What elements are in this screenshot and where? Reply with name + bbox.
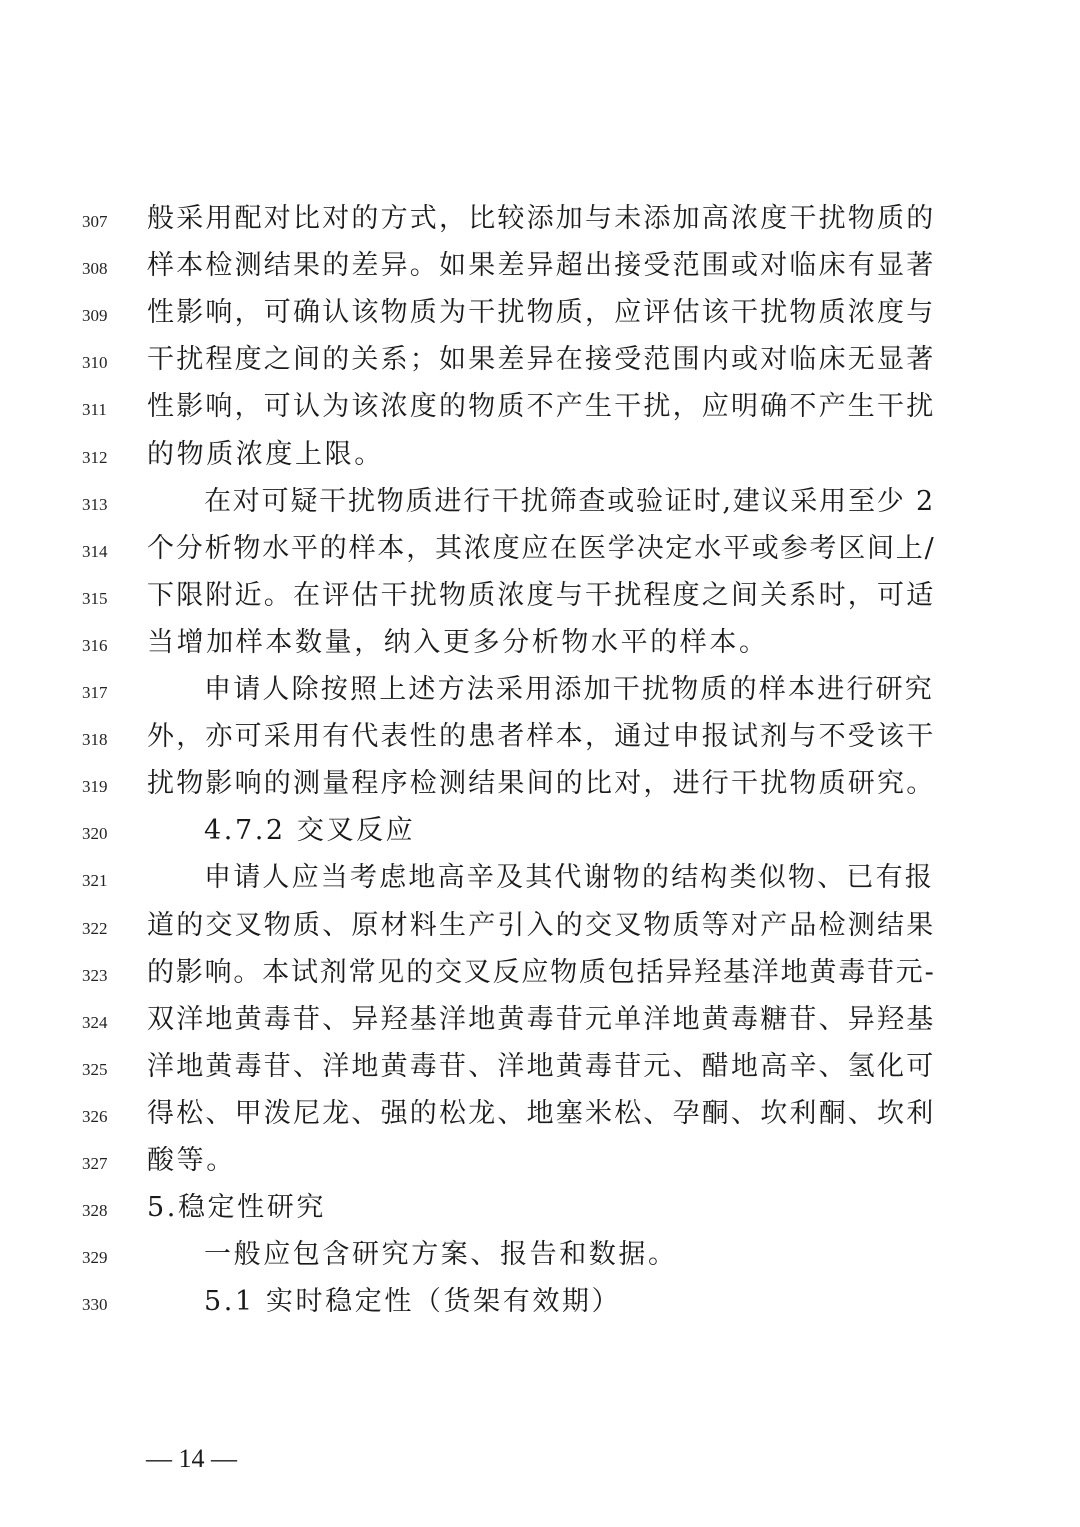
line-text: 个分析物水平的样本，其浓度应在医学决定水平或参考区间上/ — [147, 532, 936, 564]
document-line — [0, 1141, 1080, 1188]
line-number: 323 — [82, 965, 108, 985]
line-number: 321 — [82, 871, 108, 891]
document-line — [0, 576, 1080, 623]
document-line — [0, 1094, 1080, 1141]
line-number: 314 — [82, 541, 108, 561]
document-line — [0, 293, 1080, 340]
line-number: 328 — [82, 1201, 108, 1221]
line-text: 得松、甲泼尼龙、强的松龙、地塞米松、孕酮、坎利酮、坎利 — [147, 1097, 936, 1129]
document-line — [0, 670, 1080, 717]
line-number: 310 — [82, 353, 108, 373]
line-number: 327 — [82, 1154, 108, 1173]
line-text: 4.7.2 交叉反应 — [204, 815, 416, 847]
line-text: 下限附近。在评估干扰物质浓度与干扰程度之间关系时，可适 — [147, 579, 936, 611]
line-number: 307 — [82, 212, 108, 231]
line-number: 324 — [82, 1012, 108, 1032]
line-number: 319 — [82, 777, 108, 797]
document-line — [0, 811, 1080, 858]
document-line — [0, 1235, 1080, 1282]
line-text: 申请人除按照上述方法采用添加干扰物质的样本进行研究 — [204, 674, 934, 705]
line-number: 318 — [82, 730, 108, 750]
line-text: 洋地黄毒苷、洋地黄毒苷、洋地黄毒苷元、醋地高辛、氢化可 — [147, 1050, 936, 1082]
line-text: 当增加样本数量，纳入更多分析物水平的样本。 — [147, 626, 769, 658]
line-text: 道的交叉物质、原材料生产引入的交叉物质等对产品检测结果 — [147, 909, 936, 941]
line-number: 315 — [82, 588, 108, 608]
document-line — [0, 246, 1080, 293]
document-line — [0, 199, 1080, 246]
line-number: 325 — [82, 1059, 108, 1079]
line-number: 329 — [82, 1248, 108, 1268]
line-text: 性影响，可认为该浓度的物质不产生干扰，应明确不产生干扰 — [147, 391, 936, 423]
document-line — [0, 623, 1080, 670]
line-text: 样本检测结果的差异。如果差异超出接受范围或对临床有显著 — [147, 250, 936, 282]
line-text: 5.1 实时稳定性（货架有效期） — [204, 1286, 622, 1318]
document-line — [0, 1047, 1080, 1094]
line-text: 的物质浓度上限。 — [147, 438, 384, 470]
page-number: — 14 — — [146, 1444, 237, 1473]
line-number: 320 — [82, 824, 108, 844]
line-text: 在对可疑干扰物质进行干扰筛查或验证时,建议采用至少 2 — [204, 485, 935, 517]
line-text: 外，亦可采用有代表性的患者样本，通过申报试剂与不受该干 — [147, 721, 936, 753]
line-number: 312 — [82, 447, 108, 467]
document-line — [0, 1000, 1080, 1047]
document-line — [0, 340, 1080, 387]
line-number: 317 — [82, 683, 108, 702]
line-number: 313 — [82, 494, 108, 514]
document-line — [0, 764, 1080, 811]
line-number: 326 — [82, 1106, 108, 1126]
document-line — [0, 1282, 1080, 1329]
line-text: 扰物影响的测量程序检测结果间的比对，进行干扰物质研究。 — [147, 768, 936, 800]
document-line — [0, 906, 1080, 953]
line-text: 性影响，可确认该物质为干扰物质，应评估该干扰物质浓度与 — [147, 297, 936, 329]
line-text: 的影响。本试剂常见的交叉反应物质包括异羟基洋地黄毒苷元- — [147, 956, 936, 988]
line-number: 316 — [82, 635, 108, 655]
line-text: 5.稳定性研究 — [147, 1192, 326, 1224]
document-line — [0, 1188, 1080, 1235]
document-line — [0, 435, 1080, 482]
line-number: 330 — [82, 1295, 108, 1315]
document-line — [0, 482, 1080, 529]
document-line — [0, 953, 1080, 1000]
line-number: 308 — [82, 259, 108, 279]
line-text: 申请人应当考虑地高辛及其代谢物的结构类似物、已有报 — [204, 862, 934, 894]
document-line — [0, 858, 1080, 905]
document-line — [0, 717, 1080, 764]
line-number: 309 — [82, 306, 108, 326]
line-text: 酸等。 — [147, 1145, 236, 1176]
line-number: 311 — [82, 400, 107, 420]
line-text: 双洋地黄毒苷、异羟基洋地黄毒苷元单洋地黄毒糖苷、异羟基 — [147, 1003, 936, 1035]
document-line — [0, 387, 1080, 434]
document-line — [0, 529, 1080, 576]
line-text: 一般应包含研究方案、报告和数据。 — [204, 1239, 678, 1271]
line-text: 干扰程度之间的关系；如果差异在接受范围内或对临床无显著 — [147, 344, 936, 376]
line-text: 般采用配对比对的方式，比较添加与未添加高浓度干扰物质的 — [147, 203, 936, 234]
line-number: 322 — [82, 918, 108, 938]
